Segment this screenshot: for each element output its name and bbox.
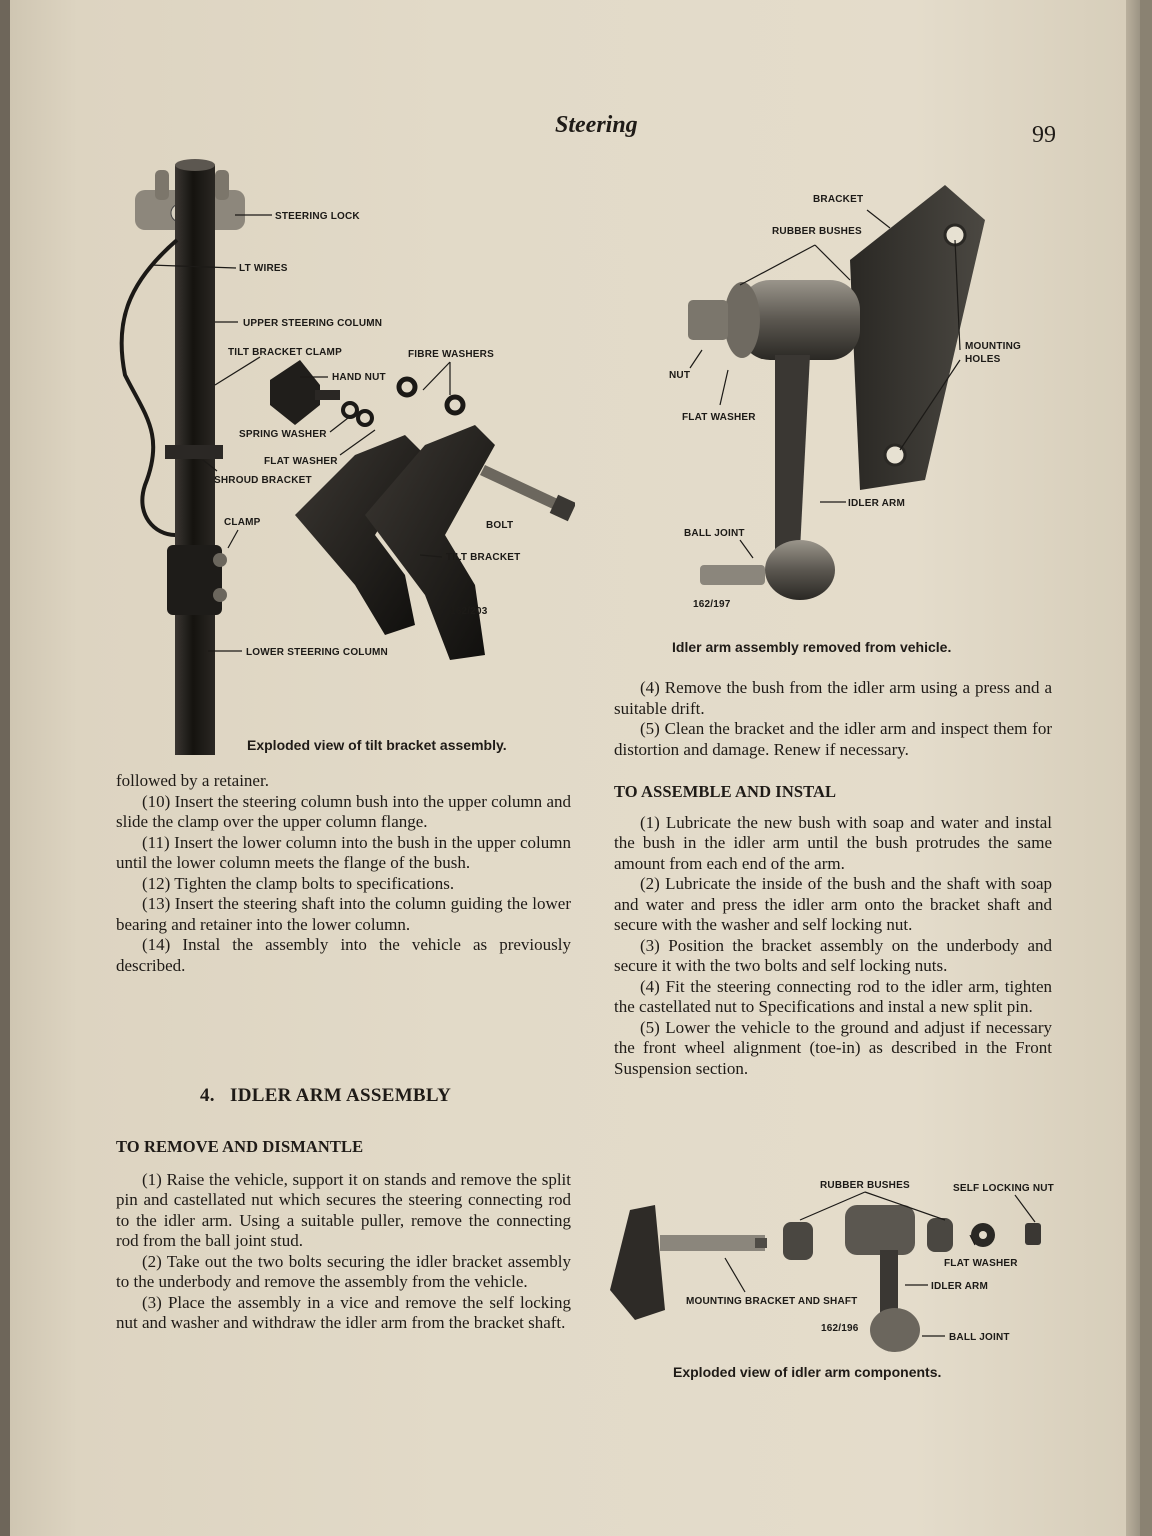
remove-step-1: (1) Raise the vehicle, support it on stands and remove the split pin and castellated nut which secures the steering connecting rod to the idler arm. Using a suitable puller, remove the connecting rod from the ball joint stud. <box>116 1169 571 1250</box>
remove-step-5: (5) Clean the bracket and the idler arm and inspect them for distortion and damage. Renew if necessary. <box>614 719 1052 759</box>
label-flat-washer-exploded: FLAT WASHER <box>944 1258 1018 1269</box>
label-flat-washer: FLAT WASHER <box>264 456 338 467</box>
figure-ref-162-197: 162/197 <box>693 599 731 610</box>
label-hand-nut: HAND NUT <box>332 372 386 383</box>
label-ball-joint-exploded: BALL JOINT <box>949 1332 1010 1343</box>
assemble-step-3: (3) Position the bracket assembly on the underbody and secure it with the two bolts and self locking nuts. <box>614 935 1052 975</box>
label-rubber-bushes-top: RUBBER BUSHES <box>772 226 862 237</box>
right-column <box>614 678 1052 1079</box>
step-11: (11) Insert the lower column into the bush in the upper column until the lower column meets the flange of the bush. <box>116 832 571 872</box>
assemble-step-2: (2) Lubricate the inside of the bush and the shaft with soap and water and press the idler arm onto the bracket shaft and secure with the washer and self locking nut. <box>614 874 1052 934</box>
step-12: (12) Tighten the clamp bolts to specifications. <box>142 873 455 893</box>
left-column-continued <box>116 771 571 976</box>
label-spring-washer: SPRING WASHER <box>239 429 327 440</box>
label-mounting-holes-line2: HOLES <box>965 354 1001 365</box>
paragraph-continued: followed by a retainer. <box>116 771 269 790</box>
caption-exploded-idler: Exploded view of idler arm components. <box>673 1364 942 1380</box>
remove-step-2: (2) Take out the two bolts securing the idler bracket assembly to the underbody and remove the assembly from the vehicle. <box>116 1251 571 1291</box>
caption-tilt-bracket: Exploded view of tilt bracket assembly. <box>247 737 507 753</box>
label-upper-steering-column: UPPER STEERING COLUMN <box>243 318 383 329</box>
label-bracket: BRACKET <box>813 194 864 205</box>
label-ball-joint: BALL JOINT <box>684 528 745 539</box>
label-mounting-bracket-shaft: MOUNTING BRACKET AND SHAFT <box>686 1296 858 1307</box>
label-idler-arm: IDLER ARM <box>848 498 905 509</box>
label-lt-wires: LT WIRES <box>239 263 288 274</box>
figure-ref-162-203: 162/203 <box>450 606 488 617</box>
label-shroud-bracket: SHROUD BRACKET <box>214 475 312 486</box>
assemble-step-4: (4) Fit the steering connecting rod to the idler arm, tighten the castellated nut to Specifications and instal a new split pin. <box>614 976 1052 1016</box>
caption-idler-arm: Idler arm assembly removed from vehicle. <box>672 639 952 655</box>
page-number: 99 <box>1032 122 1056 148</box>
remove-step-4: (4) Remove the bush from the idler arm using a press and a suitable drift. <box>614 678 1052 718</box>
step-13: (13) Insert the steering shaft into the column guiding the lower bearing and retainer into the lower column. <box>116 894 571 934</box>
assemble-step-5: (5) Lower the vehicle to the ground and adjust if necessary the front wheel alignment (toe-in) as described in the Front Suspension section. <box>614 1017 1052 1078</box>
label-fibre-washers: FIBRE WASHERS <box>408 349 494 360</box>
remove-step-3: (3) Place the assembly in a vice and remove the self locking nut and washer and withdraw the idler arm from the bracket shaft. <box>116 1292 571 1332</box>
label-tilt-bracket-clamp: TILT BRACKET CLAMP <box>228 347 342 358</box>
label-flat-washer-idler: FLAT WASHER <box>682 412 756 423</box>
section-title-idler-arm: 4. IDLER ARM ASSEMBLY <box>200 1085 452 1106</box>
label-steering-lock: STEERING LOCK <box>275 211 360 222</box>
figure-ref-162-196: 162/196 <box>821 1323 859 1334</box>
label-nut: NUT <box>669 370 691 381</box>
label-idler-arm-exploded: IDLER ARM <box>931 1281 988 1292</box>
label-clamp: CLAMP <box>224 517 261 528</box>
label-lower-steering-column: LOWER STEERING COLUMN <box>246 647 388 658</box>
label-rubber-bushes-exploded: RUBBER BUSHES <box>820 1180 910 1191</box>
heading-remove-dismantle: TO REMOVE AND DISMANTLE <box>116 1137 364 1156</box>
label-self-locking-nut: SELF LOCKING NUT <box>953 1183 1054 1194</box>
step-10: (10) Insert the steering column bush into the upper column and slide the clamp over the upper column flange. <box>116 791 571 831</box>
step-14: (14) Instal the assembly into the vehicle as previously described. <box>116 935 571 975</box>
label-bolt: BOLT <box>486 520 514 531</box>
label-mounting-holes-line1: MOUNTING <box>965 341 1022 352</box>
label-tilt-bracket: TILT BRACKET <box>446 552 521 563</box>
assemble-step-1: (1) Lubricate the new bush with soap and water and instal the bush in the idler arm until the bush protrudes the same amount from each end of the arm. <box>614 812 1052 873</box>
running-title: Steering <box>555 112 638 138</box>
heading-assemble-instal: TO ASSEMBLE AND INSTAL <box>614 782 837 801</box>
